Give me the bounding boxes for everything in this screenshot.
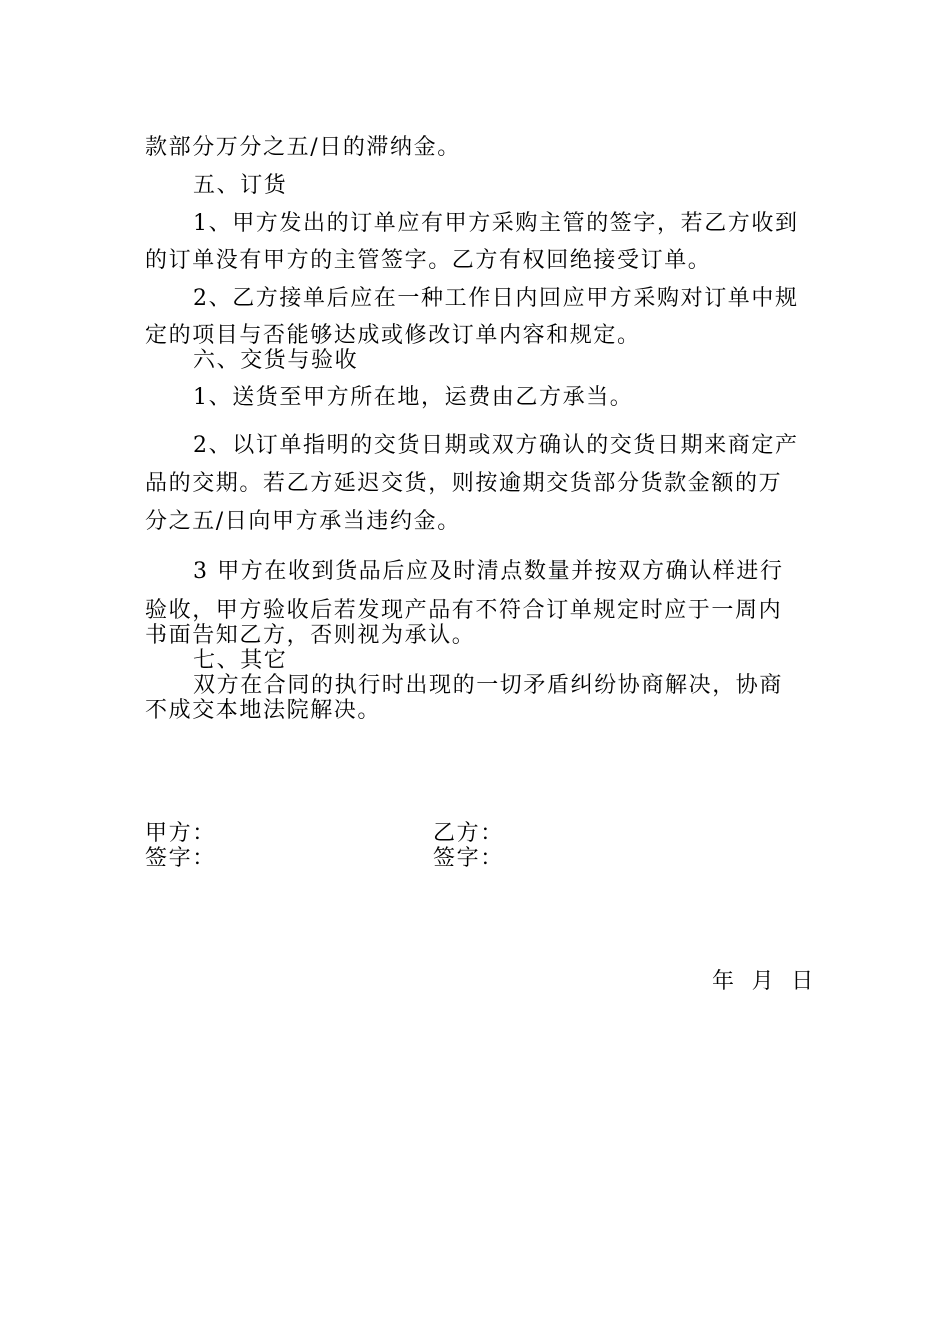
paragraph-line: 款部分万分之五/日的滞纳金。 [145, 135, 461, 160]
paragraph-line: 双方在合同的执行时出现的一切矛盾纠纷协商解决，协商 [193, 673, 784, 698]
paragraph-line: 书面告知乙方，否则视为承认。 [145, 623, 476, 648]
paragraph-line: 3 甲方在收到货品后应及时清点数量并按双方确认样进行 [193, 559, 784, 584]
party-b-signature-label: 签字： [433, 846, 504, 871]
paragraph-line: 2、乙方接单后应在一种工作日内回应甲方采购对订单中规 [193, 286, 799, 311]
date-line [712, 967, 815, 997]
paragraph-line: 1、送货至甲方所在地，运费由乙方承当。 [193, 385, 634, 410]
paragraph-line: 定的项目与否能够达成或修改订单内容和规定。 [145, 323, 641, 348]
date-day-label: 日 [791, 969, 815, 994]
paragraph-line: 验收，甲方验收后若发现产品有不符合订单规定时应于一周内 [145, 598, 783, 623]
date-month-label: 月 [751, 969, 776, 994]
section-title-ordering: 五、订货 [193, 173, 288, 198]
paragraph-line: 不成交本地法院解决。 [145, 698, 382, 723]
paragraph-line: 的订单没有甲方的主管签字。乙方有权回绝接受订单。 [145, 248, 712, 273]
paragraph-line: 品的交期。若乙方延迟交货，则按逾期交货部分货款金额的万 [145, 471, 783, 496]
party-a-label: 甲方： [145, 821, 216, 846]
paragraph-line: 2、以订单指明的交货日期或双方确认的交货日期来商定产 [193, 433, 799, 458]
section-title-delivery: 六、交货与验收 [193, 348, 359, 373]
party-a-signature-label: 签字： [145, 846, 216, 871]
paragraph-line: 分之五/日向甲方承当违约金。 [145, 509, 461, 534]
paragraph-line: 1、甲方发出的订单应有甲方采购主管的签字，若乙方收到 [193, 211, 799, 236]
party-b-label: 乙方： [433, 821, 504, 846]
date-year-label: 年 [712, 969, 736, 994]
section-title-other: 七、其它 [193, 648, 288, 673]
